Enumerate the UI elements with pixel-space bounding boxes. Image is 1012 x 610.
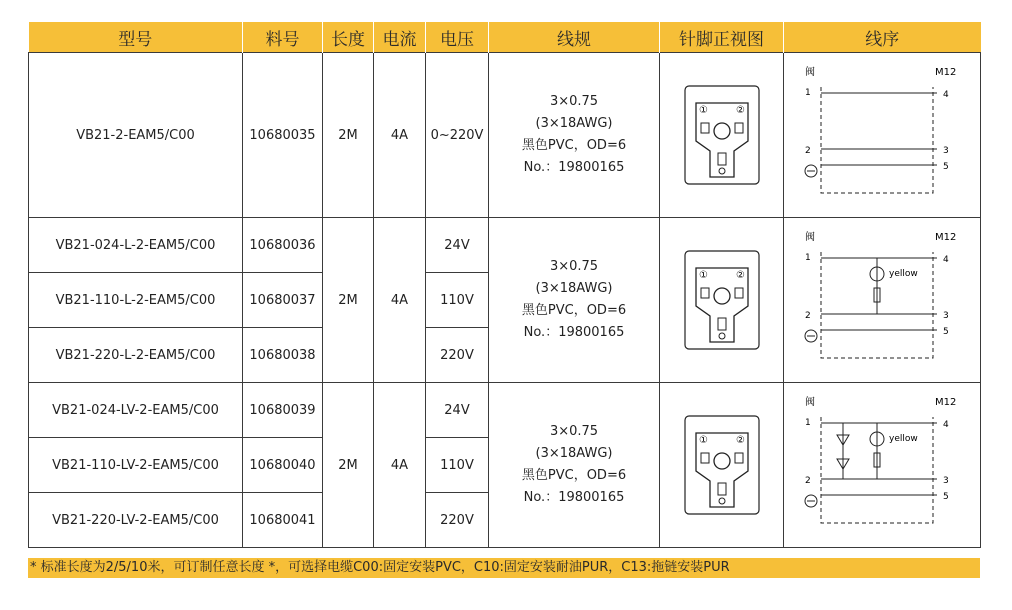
wire-spec-line: 3×0.75 xyxy=(549,94,599,109)
model-cell: VB21-024-L-2-EAM5/C00 xyxy=(29,218,243,273)
pin-label: ② xyxy=(735,105,745,116)
voltage-cell: 110V xyxy=(426,273,489,328)
pin-face-diagram xyxy=(684,415,760,515)
voltage-cell: 220V xyxy=(426,493,489,548)
led-label: yellow xyxy=(889,269,918,279)
wire-spec-line: No.：19800165 xyxy=(523,325,625,340)
pin-number: 5 xyxy=(943,492,949,502)
connector-label: M12 xyxy=(935,397,957,408)
pin-label: ① xyxy=(698,105,708,116)
voltage-cell: 0~220V xyxy=(426,53,489,218)
current-cell: 4A xyxy=(374,383,426,548)
voltage-cell: 24V xyxy=(426,218,489,273)
voltage-cell: 24V xyxy=(426,383,489,438)
table-row xyxy=(29,218,981,273)
header-length: 长度 xyxy=(323,22,374,53)
header-wire-gauge: 线规 xyxy=(489,22,660,53)
led-label: yellow xyxy=(889,434,918,444)
model-cell: VB21-220-LV-2-EAM5/C00 xyxy=(29,493,243,548)
pin-number: 4 xyxy=(943,255,949,265)
wiring-cell xyxy=(784,218,981,383)
pin-number: 4 xyxy=(943,420,949,430)
wire-spec-line: (3×18AWG) xyxy=(535,281,613,296)
part-cell: 10680038 xyxy=(243,328,323,383)
header-voltage: 电压 xyxy=(426,22,489,53)
pin-view-cell xyxy=(660,218,784,383)
pin-number: 3 xyxy=(943,146,949,156)
header-current: 电流 xyxy=(374,22,426,53)
footnote: * 标准长度为2/5/10米，可订制任意长度 *，可选择电缆C00:固定安装PVC，C10:固定安装耐油PUR，C13:拖链安装PUR xyxy=(28,558,980,578)
current-cell: 4A xyxy=(374,218,426,383)
length-cell: 2M xyxy=(323,53,374,218)
part-cell: 10680036 xyxy=(243,218,323,273)
header-wiring: 线序 xyxy=(784,22,981,53)
header-part-number: 料号 xyxy=(243,22,323,53)
pin-number: 3 xyxy=(943,311,949,321)
wire-spec-line: (3×18AWG) xyxy=(535,446,613,461)
part-cell: 10680035 xyxy=(243,53,323,218)
pin-number: 3 xyxy=(943,476,949,486)
wiring-diagram xyxy=(797,230,967,370)
pin-number: 4 xyxy=(943,90,949,100)
model-cell: VB21-2-EAM5/C00 xyxy=(29,53,243,218)
wire-spec-cell xyxy=(489,53,660,218)
wiring-cell xyxy=(784,383,981,548)
wire-spec-line: 黑色PVC，OD=6 xyxy=(521,138,627,153)
valve-label: 阀 xyxy=(805,397,815,408)
voltage-cell: 220V xyxy=(426,328,489,383)
wire-spec-line: 3×0.75 xyxy=(549,424,599,439)
connector-label: M12 xyxy=(935,232,957,243)
wiring-diagram xyxy=(797,395,967,535)
pin-label: ② xyxy=(735,435,745,446)
pin-face-diagram xyxy=(684,250,760,350)
part-cell: 10680041 xyxy=(243,493,323,548)
pin-label: ① xyxy=(698,435,708,446)
table-row xyxy=(29,53,981,218)
wire-spec-cell xyxy=(489,218,660,383)
pin-number: 2 xyxy=(805,311,811,321)
pin-label: ② xyxy=(735,270,745,281)
length-cell: 2M xyxy=(323,383,374,548)
header-pin-view: 针脚正视图 xyxy=(660,22,784,53)
wire-spec-line: 3×0.75 xyxy=(549,259,599,274)
valve-label: 阀 xyxy=(805,67,815,78)
header-model: 型号 xyxy=(29,22,243,53)
pin-number: 5 xyxy=(943,162,949,172)
valve-label: 阀 xyxy=(805,232,815,243)
connector-label: M12 xyxy=(935,67,957,78)
model-cell: VB21-220-L-2-EAM5/C00 xyxy=(29,328,243,383)
part-cell: 10680037 xyxy=(243,273,323,328)
model-cell: VB21-024-LV-2-EAM5/C00 xyxy=(29,383,243,438)
part-cell: 10680040 xyxy=(243,438,323,493)
model-cell: VB21-110-L-2-EAM5/C00 xyxy=(29,273,243,328)
wire-spec-line: 黑色PVC，OD=6 xyxy=(521,468,627,483)
wire-spec-line: No.：19800165 xyxy=(523,160,625,175)
wiring-cell xyxy=(784,53,981,218)
pin-view-cell xyxy=(660,53,784,218)
pin-view-cell xyxy=(660,383,784,548)
pin-number: 1 xyxy=(805,253,811,263)
wire-spec-line: No.：19800165 xyxy=(523,490,625,505)
spec-table xyxy=(28,22,981,548)
pin-number: 2 xyxy=(805,476,811,486)
model-cell: VB21-110-LV-2-EAM5/C00 xyxy=(29,438,243,493)
wiring-diagram xyxy=(797,65,967,205)
wire-spec-cell xyxy=(489,383,660,548)
pin-number: 1 xyxy=(805,88,811,98)
current-cell: 4A xyxy=(374,53,426,218)
wire-spec-line: (3×18AWG) xyxy=(535,116,613,131)
table-row xyxy=(29,383,981,438)
pin-number: 2 xyxy=(805,146,811,156)
pin-number: 5 xyxy=(943,327,949,337)
part-cell: 10680039 xyxy=(243,383,323,438)
pin-label: ① xyxy=(698,270,708,281)
length-cell: 2M xyxy=(323,218,374,383)
pin-number: 1 xyxy=(805,418,811,428)
wire-spec-line: 黑色PVC，OD=6 xyxy=(521,303,627,318)
voltage-cell: 110V xyxy=(426,438,489,493)
pin-face-diagram xyxy=(684,85,760,185)
header-row xyxy=(29,22,981,53)
